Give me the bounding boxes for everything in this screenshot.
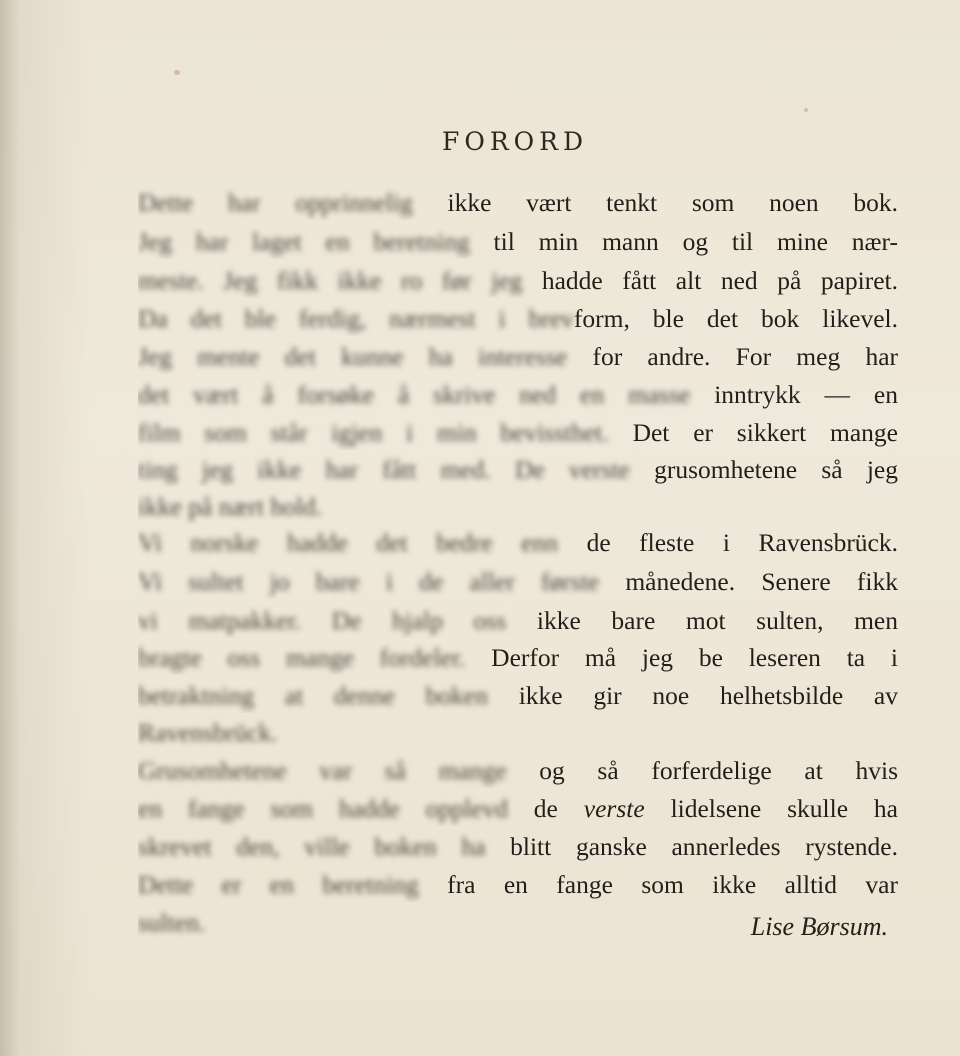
blurred-text: ting jeg ikke har fått med. De verste — [138, 455, 630, 484]
clear-text: ikke vært tenkt som noen bok. — [412, 188, 898, 217]
clear-text: for andre. For meg har — [567, 342, 898, 371]
clear-text: og så forferdelige at hvis — [506, 756, 898, 785]
paper-stain — [804, 108, 808, 112]
text-line — [138, 716, 898, 750]
text-line — [138, 340, 898, 374]
text-line — [138, 416, 898, 450]
clear-text: form, ble det bok likevel. — [573, 304, 898, 333]
blurred-text: en fange som hadde opplevd — [138, 794, 508, 823]
text-line — [138, 641, 898, 675]
clear-text: blitt ganske annerledes rystende. — [485, 832, 898, 861]
text-line — [138, 302, 898, 336]
text-line — [138, 186, 898, 220]
text-line — [138, 526, 898, 560]
clear-text: fra en fange som ikke alltid var — [418, 870, 898, 899]
clear-text: Derfor må jeg be leseren ta i — [465, 643, 898, 672]
blurred-text: Vi norske hadde det bedre enn — [138, 528, 559, 557]
blurred-text: det vært å forsøke å skrive ned en masse — [138, 380, 691, 409]
page-title: FORORD — [441, 127, 589, 156]
blurred-text: skrevet den, ville boken ha — [138, 832, 486, 861]
paper-stain — [174, 70, 180, 75]
clear-text: de — [507, 794, 584, 823]
blurred-text: betraktning at denne boken — [138, 681, 488, 710]
clear-text: lidelsene skulle ha — [644, 794, 898, 823]
blurred-text: Ravensbrück. — [138, 718, 278, 747]
author-signature: Lise Børsum. — [750, 912, 888, 941]
blurred-text: film som står igjen i min bevissthet. — [138, 418, 609, 447]
blurred-text: meste. Jeg fikk ikke ro før jeg — [138, 266, 523, 295]
italic-text: verste — [583, 794, 645, 823]
text-line — [138, 868, 898, 902]
text-line — [138, 453, 898, 487]
text-line — [138, 679, 898, 713]
clear-text: Det er sikkert mange — [608, 418, 898, 447]
clear-text: til min mann og til mine nær- — [469, 227, 898, 256]
blurred-text: sulten. — [138, 908, 206, 937]
blurred-text: Da det ble ferdig, nærmest i brev — [138, 304, 574, 333]
text-line — [138, 378, 898, 412]
clear-text: ikke bare mot sulten, men — [506, 606, 898, 635]
blurred-text: Jeg har laget en beretning — [138, 227, 470, 256]
text-line — [138, 264, 898, 298]
text-line — [138, 754, 898, 788]
blurred-text: Dette er en beretning — [138, 870, 419, 899]
blurred-text: Jeg mente det kunne ha interesse — [138, 342, 568, 371]
clear-text: de fleste i Ravensbrück. — [558, 528, 898, 557]
clear-text: ikke gir noe helhetsbilde av — [487, 681, 898, 710]
text-line — [138, 792, 898, 826]
clear-text: inntrykk — en — [690, 380, 898, 409]
text-line — [138, 225, 898, 259]
text-line — [138, 830, 898, 864]
blurred-text: Dette har opprinnelig — [138, 188, 413, 217]
text-line — [138, 565, 898, 599]
text-line — [138, 604, 898, 638]
blurred-text: ikke på nært hold. — [138, 492, 323, 521]
blurred-text: bragte oss mange fordeler. — [138, 643, 466, 672]
clear-text: månedene. Senere fikk — [599, 567, 898, 596]
text-line — [138, 490, 898, 524]
blurred-text: Vi sultet jo bare i de aller første — [138, 567, 600, 596]
blurred-text: vi matpakker. De hjalp oss — [138, 606, 507, 635]
clear-text: grusomhetene så jeg — [629, 455, 898, 484]
clear-text: hadde fått alt ned på papiret. — [522, 266, 898, 295]
blurred-text: Grusomhetene var så mange — [138, 756, 507, 785]
